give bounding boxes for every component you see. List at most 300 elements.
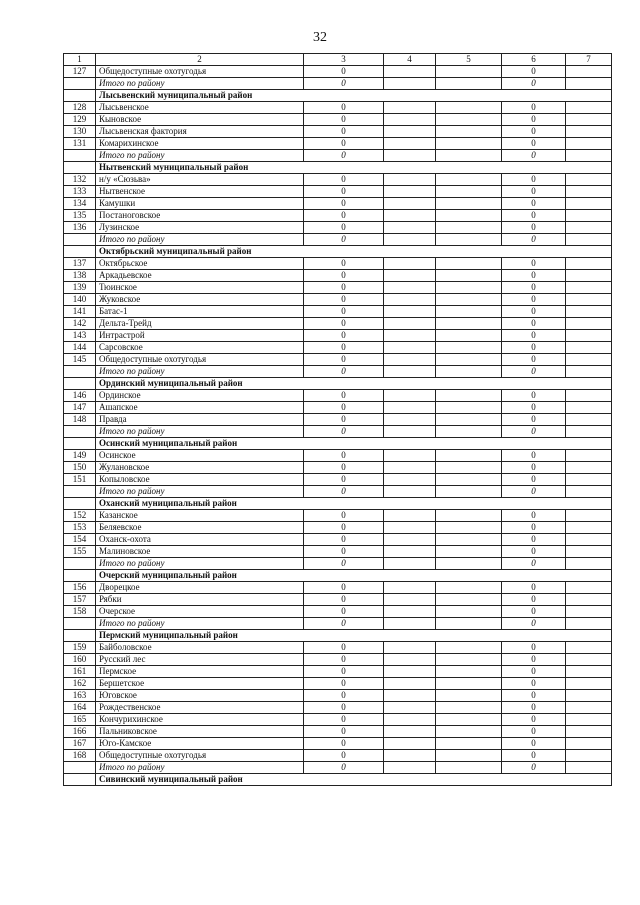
district-header-row: [64, 378, 612, 390]
col5-cell: [436, 546, 502, 558]
hunting-ground-name-cell: Жуковское: [96, 294, 304, 306]
row-number-cell: 154: [64, 534, 96, 546]
col7-cell: [566, 222, 612, 234]
hunting-ground-name-cell: Комарихинское: [96, 138, 304, 150]
district-header-row: [64, 162, 612, 174]
col6-value-cell: 0: [502, 306, 566, 318]
col3-value-cell: 0: [304, 342, 384, 354]
table-row: [64, 66, 612, 78]
header-cell: 6: [502, 54, 566, 66]
col3-value-cell: 0: [304, 606, 384, 618]
col7-cell: [566, 102, 612, 114]
table-row: [64, 606, 612, 618]
col3-value-cell: 0: [304, 102, 384, 114]
table-row: [64, 594, 612, 606]
col3-value-cell: 0: [304, 402, 384, 414]
col4-cell: [384, 582, 436, 594]
table-row: [64, 642, 612, 654]
col4-cell: [384, 102, 436, 114]
col4-cell: [384, 702, 436, 714]
col4-cell: [384, 258, 436, 270]
table-row: [64, 690, 612, 702]
table-row: [64, 318, 612, 330]
col4-cell: [384, 726, 436, 738]
col6-value-cell: 0: [502, 198, 566, 210]
col6-value-cell: 0: [502, 450, 566, 462]
hunting-ground-name-cell: Пермское: [96, 666, 304, 678]
col3-value-cell: 0: [304, 294, 384, 306]
col7-cell: [566, 342, 612, 354]
row-number-cell: 158: [64, 606, 96, 618]
col4-cell: [384, 270, 436, 282]
hunting-ground-name-cell: Нытвенское: [96, 186, 304, 198]
col4-cell: [384, 462, 436, 474]
col6-value-cell: 0: [502, 678, 566, 690]
col3-value-cell: 0: [304, 714, 384, 726]
hunting-ground-name-cell: Оханск-охота: [96, 534, 304, 546]
col5-cell: [436, 654, 502, 666]
col5-cell: [436, 642, 502, 654]
col6-value-cell: 0: [502, 138, 566, 150]
hunting-ground-name-cell: Жулановское: [96, 462, 304, 474]
district-header-row: [64, 570, 612, 582]
col3-value-cell: 0: [304, 534, 384, 546]
col7-cell: [566, 618, 612, 630]
col3-value-cell: 0: [304, 186, 384, 198]
row-number-cell: 146: [64, 390, 96, 402]
col4-cell: [384, 138, 436, 150]
district-total-row: [64, 234, 612, 246]
row-number-cell: 153: [64, 522, 96, 534]
table-row: [64, 726, 612, 738]
col7-cell: [566, 66, 612, 78]
row-number-cell: 149: [64, 450, 96, 462]
col6-value-cell: 0: [502, 270, 566, 282]
col5-cell: [436, 150, 502, 162]
row-number-cell: [64, 246, 96, 258]
col6-value-cell: 0: [502, 474, 566, 486]
col7-cell: [566, 174, 612, 186]
col7-cell: [566, 594, 612, 606]
col6-value-cell: 0: [502, 78, 566, 90]
row-number-cell: 167: [64, 738, 96, 750]
col4-cell: [384, 642, 436, 654]
col5-cell: [436, 222, 502, 234]
col4-cell: [384, 678, 436, 690]
table-row: [64, 654, 612, 666]
col6-value-cell: 0: [502, 414, 566, 426]
col6-value-cell: 0: [502, 558, 566, 570]
col4-cell: [384, 762, 436, 774]
hunting-ground-name-cell: Кончурихинское: [96, 714, 304, 726]
col5-cell: [436, 582, 502, 594]
hunting-ground-name-cell: Малиновское: [96, 546, 304, 558]
table-row: [64, 306, 612, 318]
col7-cell: [566, 354, 612, 366]
total-label-cell: Итого по району: [96, 618, 304, 630]
row-number-cell: [64, 150, 96, 162]
col7-cell: [566, 294, 612, 306]
col3-value-cell: 0: [304, 318, 384, 330]
hunting-ground-name-cell: Камушки: [96, 198, 304, 210]
row-number-cell: [64, 498, 96, 510]
col3-value-cell: 0: [304, 282, 384, 294]
col7-cell: [566, 606, 612, 618]
row-number-cell: [64, 366, 96, 378]
col3-value-cell: 0: [304, 138, 384, 150]
district-total-row: [64, 366, 612, 378]
col7-cell: [566, 402, 612, 414]
district-total-row: [64, 762, 612, 774]
district-header-row: [64, 498, 612, 510]
col3-value-cell: 0: [304, 150, 384, 162]
col7-cell: [566, 522, 612, 534]
row-number-cell: [64, 378, 96, 390]
row-number-cell: 157: [64, 594, 96, 606]
col7-cell: [566, 702, 612, 714]
table-header-row: [64, 54, 612, 66]
col7-cell: [566, 426, 612, 438]
row-number-cell: 136: [64, 222, 96, 234]
hunting-ground-name-cell: Байболовское: [96, 642, 304, 654]
col7-cell: [566, 318, 612, 330]
hunting-ground-name-cell: Казанское: [96, 510, 304, 522]
col5-cell: [436, 294, 502, 306]
col7-cell: [566, 690, 612, 702]
hunting-ground-name-cell: Рождественское: [96, 702, 304, 714]
col4-cell: [384, 474, 436, 486]
table-row: [64, 534, 612, 546]
col5-cell: [436, 510, 502, 522]
row-number-cell: 127: [64, 66, 96, 78]
col6-value-cell: 0: [502, 294, 566, 306]
district-name-cell: Ординский муниципальный район: [96, 378, 612, 390]
col6-value-cell: 0: [502, 402, 566, 414]
header-cell: 7: [566, 54, 612, 66]
col7-cell: [566, 390, 612, 402]
hunting-ground-name-cell: Копыловское: [96, 474, 304, 486]
table-row: [64, 138, 612, 150]
table-row: [64, 174, 612, 186]
row-number-cell: 145: [64, 354, 96, 366]
col4-cell: [384, 342, 436, 354]
table-row: [64, 114, 612, 126]
page-number: 32: [313, 30, 327, 45]
row-number-cell: 161: [64, 666, 96, 678]
col5-cell: [436, 354, 502, 366]
row-number-cell: 141: [64, 306, 96, 318]
col3-value-cell: 0: [304, 750, 384, 762]
table-row: [64, 282, 612, 294]
col7-cell: [566, 366, 612, 378]
col3-value-cell: 0: [304, 258, 384, 270]
col7-cell: [566, 462, 612, 474]
col7-cell: [566, 414, 612, 426]
col5-cell: [436, 534, 502, 546]
table-row: [64, 186, 612, 198]
district-header-row: [64, 246, 612, 258]
col7-cell: [566, 78, 612, 90]
col4-cell: [384, 330, 436, 342]
col6-value-cell: 0: [502, 714, 566, 726]
col6-value-cell: 0: [502, 690, 566, 702]
col7-cell: [566, 126, 612, 138]
district-total-row: [64, 558, 612, 570]
hunting-ground-name-cell: Интрастрой: [96, 330, 304, 342]
total-label-cell: Итого по району: [96, 78, 304, 90]
hunting-ground-name-cell: Лысьвенское: [96, 102, 304, 114]
col3-value-cell: 0: [304, 582, 384, 594]
table-row: [64, 750, 612, 762]
hunting-ground-name-cell: н/у «Сюзьва»: [96, 174, 304, 186]
col7-cell: [566, 258, 612, 270]
col5-cell: [436, 606, 502, 618]
header-cell: 2: [96, 54, 304, 66]
col5-cell: [436, 678, 502, 690]
district-header-row: [64, 630, 612, 642]
col3-value-cell: 0: [304, 414, 384, 426]
col4-cell: [384, 402, 436, 414]
table-row: [64, 702, 612, 714]
hunting-ground-name-cell: Аркадьевское: [96, 270, 304, 282]
col7-cell: [566, 306, 612, 318]
col5-cell: [436, 114, 502, 126]
table-row: [64, 582, 612, 594]
col5-cell: [436, 390, 502, 402]
hunting-ground-name-cell: Ашапское: [96, 402, 304, 414]
table-row: [64, 510, 612, 522]
col7-cell: [566, 138, 612, 150]
col6-value-cell: 0: [502, 210, 566, 222]
col7-cell: [566, 198, 612, 210]
col6-value-cell: 0: [502, 762, 566, 774]
district-name-cell: Лысьвенский муниципальный район: [96, 90, 612, 102]
col5-cell: [436, 102, 502, 114]
col5-cell: [436, 594, 502, 606]
hunting-ground-name-cell: Кыновское: [96, 114, 304, 126]
col6-value-cell: 0: [502, 186, 566, 198]
col4-cell: [384, 522, 436, 534]
row-number-cell: 151: [64, 474, 96, 486]
col4-cell: [384, 366, 436, 378]
hunting-ground-name-cell: Беляевское: [96, 522, 304, 534]
col6-value-cell: 0: [502, 738, 566, 750]
hunting-ground-name-cell: Октябрьское: [96, 258, 304, 270]
col4-cell: [384, 666, 436, 678]
row-number-cell: 148: [64, 414, 96, 426]
table-row: [64, 294, 612, 306]
col5-cell: [436, 282, 502, 294]
col3-value-cell: 0: [304, 222, 384, 234]
col4-cell: [384, 414, 436, 426]
row-number-cell: [64, 570, 96, 582]
table-row: [64, 222, 612, 234]
table-row: [64, 270, 612, 282]
row-number-cell: 164: [64, 702, 96, 714]
col3-value-cell: 0: [304, 618, 384, 630]
district-header-row: [64, 438, 612, 450]
hunting-ground-name-cell: Лузинское: [96, 222, 304, 234]
col3-value-cell: 0: [304, 678, 384, 690]
col3-value-cell: 0: [304, 594, 384, 606]
table-row: [64, 402, 612, 414]
hunting-ground-name-cell: Рябки: [96, 594, 304, 606]
col6-value-cell: 0: [502, 666, 566, 678]
district-header-row: [64, 90, 612, 102]
col6-value-cell: 0: [502, 462, 566, 474]
hunting-ground-name-cell: Бершетское: [96, 678, 304, 690]
row-number-cell: [64, 90, 96, 102]
hunting-ground-name-cell: Батас-1: [96, 306, 304, 318]
table-row: [64, 714, 612, 726]
col3-value-cell: 0: [304, 726, 384, 738]
row-number-cell: 165: [64, 714, 96, 726]
col3-value-cell: 0: [304, 702, 384, 714]
district-name-cell: Нытвенский муниципальный район: [96, 162, 612, 174]
col3-value-cell: 0: [304, 270, 384, 282]
hunting-ground-name-cell: Юговское: [96, 690, 304, 702]
col7-cell: [566, 234, 612, 246]
col3-value-cell: 0: [304, 738, 384, 750]
col5-cell: [436, 450, 502, 462]
col7-cell: [566, 474, 612, 486]
header-cell: 3: [304, 54, 384, 66]
col5-cell: [436, 318, 502, 330]
col5-cell: [436, 750, 502, 762]
col3-value-cell: 0: [304, 762, 384, 774]
col4-cell: [384, 654, 436, 666]
total-label-cell: Итого по району: [96, 366, 304, 378]
district-name-cell: Пермский муниципальный район: [96, 630, 612, 642]
table-row: [64, 666, 612, 678]
col4-cell: [384, 714, 436, 726]
total-label-cell: Итого по району: [96, 150, 304, 162]
col6-value-cell: 0: [502, 342, 566, 354]
col6-value-cell: 0: [502, 234, 566, 246]
col5-cell: [436, 618, 502, 630]
row-number-cell: 142: [64, 318, 96, 330]
col7-cell: [566, 330, 612, 342]
row-number-cell: 129: [64, 114, 96, 126]
table-row: [64, 738, 612, 750]
row-number-cell: 160: [64, 654, 96, 666]
col5-cell: [436, 198, 502, 210]
col4-cell: [384, 426, 436, 438]
hunting-ground-name-cell: Правда: [96, 414, 304, 426]
col3-value-cell: 0: [304, 390, 384, 402]
col6-value-cell: 0: [502, 222, 566, 234]
col6-value-cell: 0: [502, 330, 566, 342]
row-number-cell: 159: [64, 642, 96, 654]
col6-value-cell: 0: [502, 282, 566, 294]
col3-value-cell: 0: [304, 114, 384, 126]
hunting-ground-name-cell: Осинское: [96, 450, 304, 462]
row-number-cell: [64, 234, 96, 246]
col5-cell: [436, 210, 502, 222]
table-row: [64, 258, 612, 270]
col5-cell: [436, 66, 502, 78]
col6-value-cell: 0: [502, 318, 566, 330]
table-row: [64, 450, 612, 462]
col4-cell: [384, 294, 436, 306]
col4-cell: [384, 318, 436, 330]
col6-value-cell: 0: [502, 750, 566, 762]
col6-value-cell: 0: [502, 150, 566, 162]
row-number-cell: 168: [64, 750, 96, 762]
col5-cell: [436, 174, 502, 186]
col5-cell: [436, 714, 502, 726]
hunting-ground-name-cell: Юго-Камское: [96, 738, 304, 750]
col7-cell: [566, 282, 612, 294]
col5-cell: [436, 762, 502, 774]
col7-cell: [566, 558, 612, 570]
col4-cell: [384, 510, 436, 522]
col5-cell: [436, 414, 502, 426]
col4-cell: [384, 174, 436, 186]
col3-value-cell: 0: [304, 510, 384, 522]
hunting-ground-name-cell: Тюинское: [96, 282, 304, 294]
col3-value-cell: 0: [304, 522, 384, 534]
table-row: [64, 522, 612, 534]
table-row: [64, 354, 612, 366]
col5-cell: [436, 402, 502, 414]
col6-value-cell: 0: [502, 606, 566, 618]
col4-cell: [384, 198, 436, 210]
col5-cell: [436, 126, 502, 138]
hunting-ground-name-cell: Общедоступные охотугодья: [96, 354, 304, 366]
col3-value-cell: 0: [304, 66, 384, 78]
row-number-cell: [64, 774, 96, 786]
table-row: [64, 126, 612, 138]
hunting-ground-name-cell: Пальниковское: [96, 726, 304, 738]
total-label-cell: Итого по району: [96, 234, 304, 246]
col7-cell: [566, 186, 612, 198]
row-number-cell: 135: [64, 210, 96, 222]
row-number-cell: 147: [64, 402, 96, 414]
row-number-cell: 162: [64, 678, 96, 690]
total-label-cell: Итого по району: [96, 486, 304, 498]
header-cell: 4: [384, 54, 436, 66]
header-cell: 1: [64, 54, 96, 66]
col5-cell: [436, 726, 502, 738]
col7-cell: [566, 642, 612, 654]
col4-cell: [384, 486, 436, 498]
hunting-ground-name-cell: Дворецкое: [96, 582, 304, 594]
col6-value-cell: 0: [502, 126, 566, 138]
col7-cell: [566, 210, 612, 222]
col5-cell: [436, 690, 502, 702]
district-total-row: [64, 78, 612, 90]
col3-value-cell: 0: [304, 426, 384, 438]
col3-value-cell: 0: [304, 558, 384, 570]
row-number-cell: [64, 486, 96, 498]
col6-value-cell: 0: [502, 546, 566, 558]
hunting-ground-name-cell: Дельта-Трейд: [96, 318, 304, 330]
row-number-cell: 132: [64, 174, 96, 186]
row-number-cell: [64, 558, 96, 570]
col4-cell: [384, 606, 436, 618]
row-number-cell: [64, 630, 96, 642]
row-number-cell: 163: [64, 690, 96, 702]
table-row: [64, 462, 612, 474]
col4-cell: [384, 150, 436, 162]
col3-value-cell: 0: [304, 234, 384, 246]
hunting-ground-name-cell: Общедоступные охотугодья: [96, 750, 304, 762]
col7-cell: [566, 150, 612, 162]
col3-value-cell: 0: [304, 210, 384, 222]
row-number-cell: [64, 426, 96, 438]
row-number-cell: 130: [64, 126, 96, 138]
